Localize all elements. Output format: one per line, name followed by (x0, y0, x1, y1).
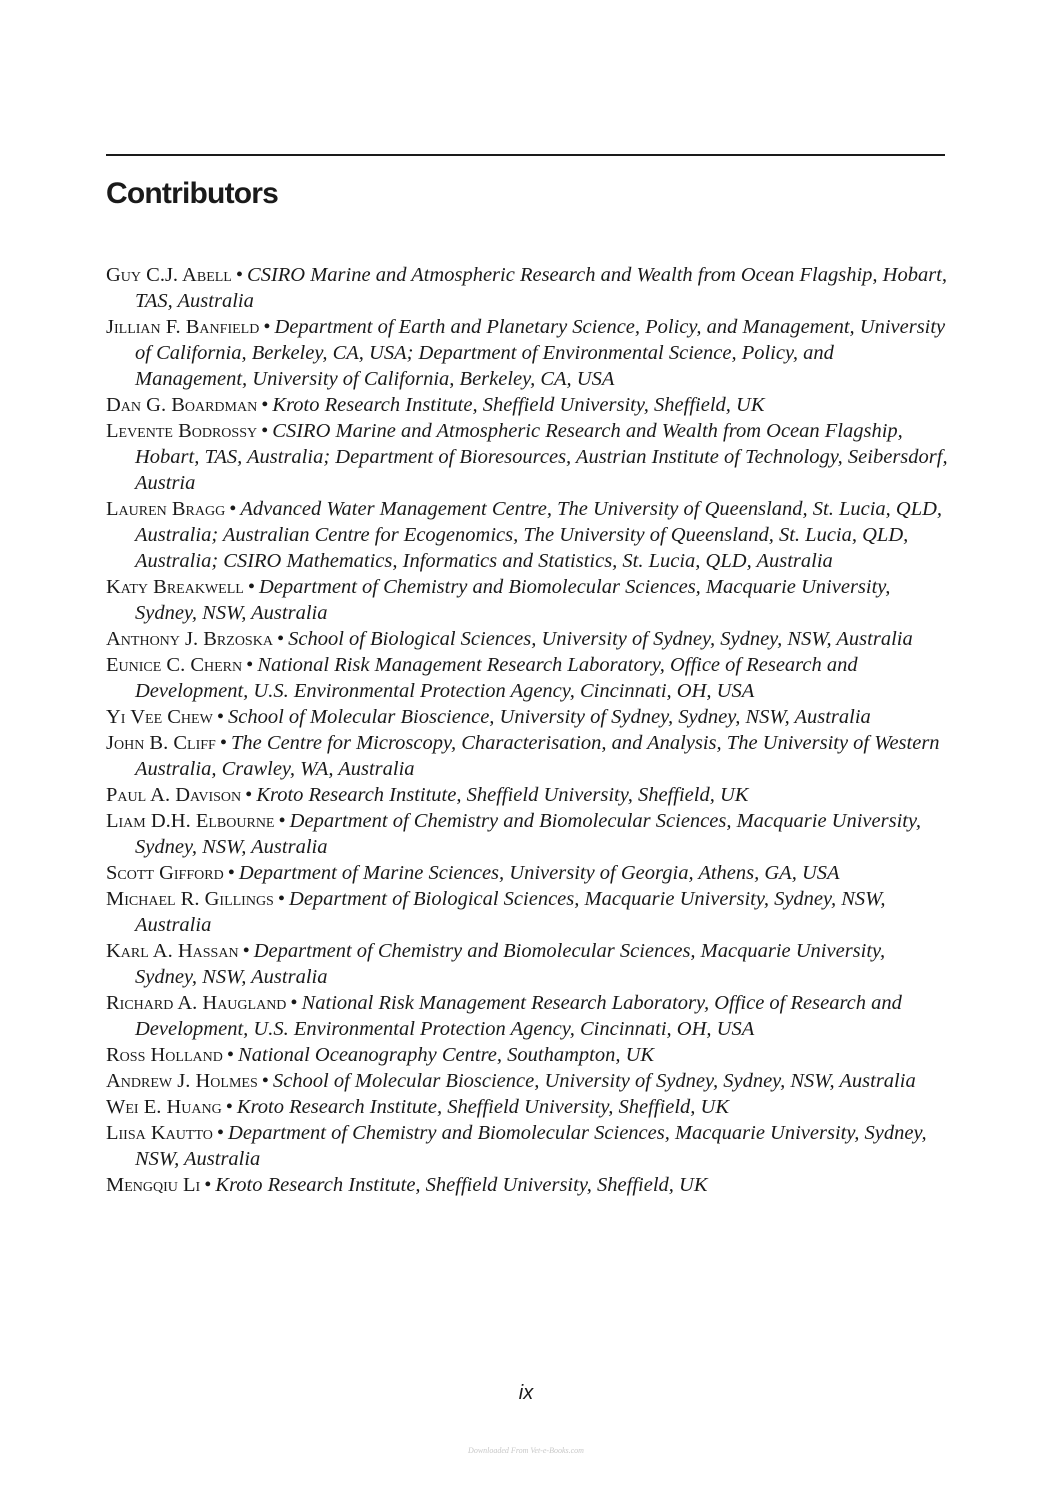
contributor-affiliation: Kroto Research Institute, Sheffield University, Sheffield, UK (256, 784, 749, 806)
contributor-affiliation: School of Molecular Bioscience, University of Sydney, Sydney, NSW, Australia (272, 1070, 916, 1092)
contributor-affiliation: National Oceanography Centre, Southampton, UK (238, 1044, 655, 1066)
contributor-name: Liam D.H. Elbourne (106, 810, 275, 832)
contributor-entry (106, 392, 951, 418)
bullet-separator: • (227, 862, 235, 884)
contributor-affiliation: Department of Chemistry and Biomolecular Sciences, Macquarie University, Sydney, NSW, Australia (135, 1122, 927, 1170)
page-number: ix (518, 1382, 534, 1404)
contributor-name: Wei E. Huang (106, 1096, 222, 1118)
bullet-separator: • (261, 1070, 269, 1092)
bullet-separator: • (276, 628, 285, 650)
contributor-affiliation: Kroto Research Institute, Sheffield University, Sheffield, UK (215, 1174, 708, 1196)
contributor-name: Anthony J. Brzoska (106, 628, 273, 650)
bullet-separator: • (263, 316, 271, 338)
contributor-entry (106, 1120, 951, 1172)
contributor-affiliation: National Risk Management Research Laboratory, Office of Research and Development, U.S. Environmental Protection Agency, Cincinnati, OH, USA (135, 654, 858, 702)
bullet-separator: • (277, 888, 286, 910)
bullet-separator: • (290, 992, 298, 1014)
contributor-name: Mengqiu Li (106, 1174, 201, 1196)
contributor-affiliation: Department of Chemistry and Biomolecular Sciences, Macquarie University, Sydney, NSW, Australia (135, 940, 886, 988)
contributor-name: Dan G. Boardman (106, 394, 258, 416)
contributor-affiliation: Kroto Research Institute, Sheffield University, Sheffield, UK (272, 394, 765, 416)
bullet-separator: • (246, 654, 254, 676)
contributor-name: Scott Gifford (106, 862, 224, 884)
contributor-name: Levente Bodrossy (106, 420, 258, 442)
bullet-separator: • (247, 576, 255, 598)
contributor-entry (106, 1042, 951, 1068)
contributor-entry (106, 262, 951, 314)
contributor-entry (106, 314, 951, 392)
bullet-separator: • (235, 264, 244, 286)
contributor-affiliation: School of Molecular Bioscience, University of Sydney, Sydney, NSW, Australia (228, 706, 871, 728)
bullet-separator: • (278, 810, 286, 832)
contributor-entry (106, 626, 951, 652)
bullet-separator: • (204, 1174, 212, 1196)
bullet-separator: • (229, 498, 237, 520)
download-watermark: Downloaded From Vet-e-Books.com (468, 1446, 584, 1455)
contributor-entry (106, 1094, 951, 1120)
contributor-entry (106, 730, 951, 782)
bullet-separator: • (242, 940, 250, 962)
contributor-affiliation: National Risk Management Research Laboratory, Office of Research and Development, U.S. Environmental Protection Agency, Cincinnati, OH, USA (135, 992, 902, 1040)
contributor-affiliation: Department of Chemistry and Biomolecular Sciences, Macquarie University, Sydney, NSW, Australia (135, 576, 891, 624)
contributor-entry (106, 574, 951, 626)
bullet-separator: • (261, 420, 269, 442)
contributor-entry (106, 652, 951, 704)
contributor-name: Jillian F. Banfield (106, 316, 260, 338)
contributors-list (106, 262, 951, 1198)
contributor-affiliation: CSIRO Marine and Atmospheric Research and Wealth from Ocean Flagship, Hobart, TAS, Australia; Department of Bioresources, Austrian Institute of Technology, Seibersdorf, Austria (135, 420, 948, 494)
contributor-entry (106, 1068, 951, 1094)
contributor-affiliation: Department of Marine Sciences, University of Georgia, Athens, GA, USA (238, 862, 840, 884)
contributor-entry (106, 496, 951, 574)
contributor-name: Guy C.J. Abell (106, 264, 232, 286)
contributor-name: Eunice C. Chern (106, 654, 243, 676)
bullet-separator: • (261, 394, 269, 416)
contributor-name: Paul A. Davison (106, 784, 242, 806)
contributor-entry (106, 860, 951, 886)
contributor-affiliation: CSIRO Marine and Atmospheric Research and Wealth from Ocean Flagship, Hobart, TAS, Australia (135, 264, 947, 312)
contributor-entry (106, 1172, 951, 1198)
contributor-name: Lauren Bragg (106, 498, 226, 520)
bullet-separator: • (219, 732, 228, 754)
contributor-entry (106, 704, 951, 730)
page-title: Contributors (106, 177, 279, 210)
bullet-separator: • (226, 1044, 235, 1066)
contributor-affiliation: Department of Chemistry and Biomolecular Sciences, Macquarie University, Sydney, NSW, Australia (135, 810, 922, 858)
bullet-separator: • (216, 1122, 225, 1144)
contributor-entry (106, 886, 951, 938)
contributor-affiliation: School of Biological Sciences, University of Sydney, Sydney, NSW, Australia (288, 628, 913, 650)
contributor-affiliation: Advanced Water Management Centre, The University of Queensland, St. Lucia, QLD, Australia; Australian Centre for Ecogenomics, The University of Queensland, St. Lucia, QLD, Australia; CSIRO Mathematics, Informatics and Statistics, St. Lucia, QLD, Australia (135, 498, 943, 572)
contributor-entry (106, 938, 951, 990)
bullet-separator: • (216, 706, 224, 728)
contributor-affiliation: Department of Earth and Planetary Science, Policy, and Management, University of California, Berkeley, CA, USA; Department of Environmental Science, Policy, and Management, University of California, Berkeley, CA, USA (135, 316, 946, 390)
contributor-entry (106, 990, 951, 1042)
contributor-name: Andrew J. Holmes (106, 1070, 258, 1092)
contributor-name: Michael R. Gillings (106, 888, 274, 910)
contributor-name: Liisa Kautto (106, 1122, 213, 1144)
contributor-name: Karl A. Hassan (106, 940, 239, 962)
contributor-name: Richard A. Haugland (106, 992, 287, 1014)
contributor-name: Ross Holland (106, 1044, 223, 1066)
contributor-affiliation: The Centre for Microscopy, Characterisation, and Analysis, The University of Western Australia, Crawley, WA, Australia (135, 732, 940, 780)
contributor-affiliation: Kroto Research Institute, Sheffield University, Sheffield, UK (236, 1096, 730, 1118)
bullet-separator: • (225, 1096, 233, 1118)
contributor-entry (106, 782, 951, 808)
bullet-separator: • (245, 784, 253, 806)
contributor-name: Katy Breakwell (106, 576, 244, 598)
contributor-name: Yi Vee Chew (106, 706, 213, 728)
contributor-affiliation: Department of Biological Sciences, Macquarie University, Sydney, NSW, Australia (135, 888, 886, 936)
contributor-entry (106, 808, 951, 860)
contributor-entry (106, 418, 951, 496)
contributor-name: John B. Cliff (106, 732, 216, 754)
header-rule (106, 154, 945, 156)
